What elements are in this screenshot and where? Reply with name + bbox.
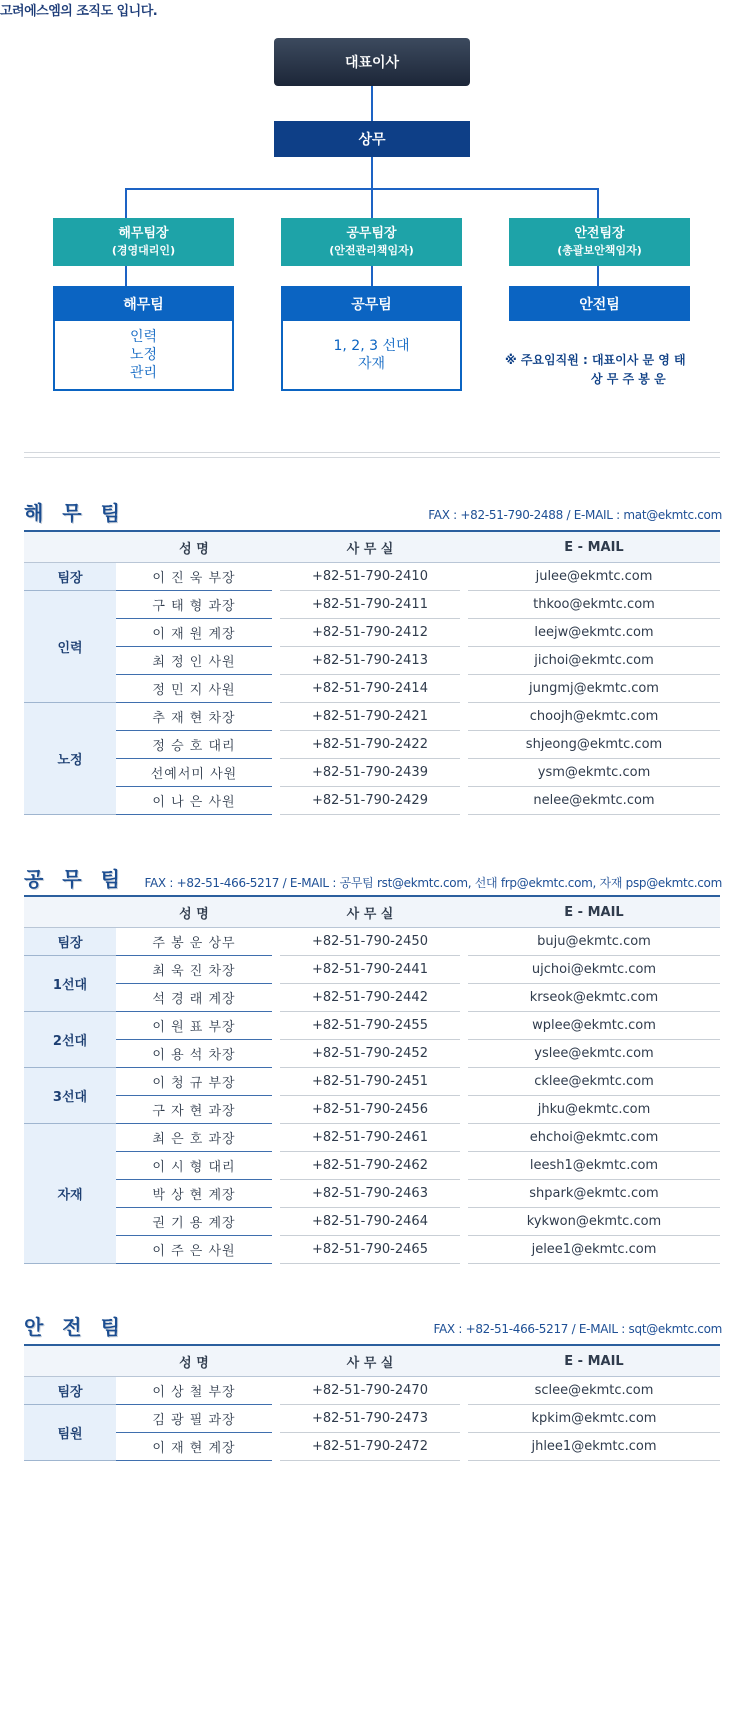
connector-ceo-exec bbox=[371, 86, 373, 121]
cell-gap bbox=[272, 1040, 280, 1068]
table-row bbox=[24, 647, 720, 675]
table-row bbox=[24, 1096, 720, 1124]
header-category-cell bbox=[24, 1345, 116, 1377]
section-title-maritime: 해 무 팀 bbox=[24, 501, 126, 525]
staff-phone: +82-51-790-2456 bbox=[280, 1096, 460, 1124]
staff-email: wplee@ekmtc.com bbox=[468, 1012, 720, 1040]
table-row bbox=[24, 1405, 720, 1433]
table-row bbox=[24, 675, 720, 703]
category-cell: 3선대 bbox=[24, 1068, 116, 1124]
staff-phone: +82-51-790-2421 bbox=[280, 703, 460, 731]
connector-lead-team-1 bbox=[125, 266, 127, 286]
connector-center bbox=[371, 188, 373, 218]
staff-phone: +82-51-790-2464 bbox=[280, 1208, 460, 1236]
connector-lead-team-2 bbox=[371, 266, 373, 286]
staff-name: 이 시 형 대리 bbox=[116, 1152, 272, 1180]
cell-gap bbox=[272, 647, 280, 675]
table-row bbox=[24, 1377, 720, 1405]
team-box-engineering: 공무팀 bbox=[281, 286, 462, 321]
cell-gap bbox=[272, 787, 280, 815]
category-cell: 인력 bbox=[24, 591, 116, 703]
staff-email: ujchoi@ekmtc.com bbox=[468, 956, 720, 984]
table-header-row bbox=[24, 1345, 720, 1377]
category-cell: 노정 bbox=[24, 703, 116, 815]
staff-name: 주 봉 운 상무 bbox=[116, 928, 272, 956]
connector-lead-team-3 bbox=[597, 266, 599, 286]
staff-phone: +82-51-790-2412 bbox=[280, 619, 460, 647]
cell-gap bbox=[460, 984, 468, 1012]
table-row bbox=[24, 1236, 720, 1264]
header-name: 성 명 bbox=[116, 531, 272, 563]
cell-gap bbox=[460, 563, 468, 591]
staff-email: jhlee1@ekmtc.com bbox=[468, 1433, 720, 1461]
cell-gap bbox=[460, 1152, 468, 1180]
staff-name: 추 재 현 차장 bbox=[116, 703, 272, 731]
page-intro: 고려에스엠의 조직도 입니다. bbox=[0, 4, 158, 19]
team-box-safety: 안전팀 bbox=[509, 286, 690, 321]
executive-box: 상무 bbox=[274, 121, 470, 157]
staff-phone: +82-51-790-2411 bbox=[280, 591, 460, 619]
staff-phone: +82-51-790-2441 bbox=[280, 956, 460, 984]
cell-gap bbox=[460, 731, 468, 759]
staff-name: 정 민 지 사원 bbox=[116, 675, 272, 703]
staff-email: jhku@ekmtc.com bbox=[468, 1096, 720, 1124]
staff-email: krseok@ekmtc.com bbox=[468, 984, 720, 1012]
directory-table-engineering bbox=[24, 895, 720, 1264]
cell-gap bbox=[460, 703, 468, 731]
cell-gap bbox=[460, 956, 468, 984]
cell-gap bbox=[272, 1208, 280, 1236]
staff-email: nelee@ekmtc.com bbox=[468, 787, 720, 815]
staff-email: cklee@ekmtc.com bbox=[468, 1068, 720, 1096]
header-gap bbox=[460, 531, 468, 563]
staff-email: leejw@ekmtc.com bbox=[468, 619, 720, 647]
staff-phone: +82-51-790-2470 bbox=[280, 1377, 460, 1405]
cell-gap bbox=[460, 787, 468, 815]
staff-name: 이 재 원 계장 bbox=[116, 619, 272, 647]
cell-gap bbox=[272, 1405, 280, 1433]
cell-gap bbox=[272, 759, 280, 787]
staff-email: thkoo@ekmtc.com bbox=[468, 591, 720, 619]
cell-gap bbox=[460, 928, 468, 956]
header-office: 사 무 실 bbox=[280, 896, 460, 928]
staff-phone: +82-51-790-2414 bbox=[280, 675, 460, 703]
staff-phone: +82-51-790-2442 bbox=[280, 984, 460, 1012]
category-cell: 팀장 bbox=[24, 1377, 116, 1405]
staff-name: 김 광 필 과장 bbox=[116, 1405, 272, 1433]
cell-gap bbox=[272, 1096, 280, 1124]
cell-gap bbox=[460, 619, 468, 647]
table-row bbox=[24, 984, 720, 1012]
table-row bbox=[24, 1152, 720, 1180]
header-office: 사 무 실 bbox=[280, 531, 460, 563]
table-row bbox=[24, 1208, 720, 1236]
key-personnel-note: ※ 주요임직원 : 대표이사 문 영 태 상 무 주 봉 운 bbox=[505, 353, 686, 386]
table-row bbox=[24, 787, 720, 815]
section-contact-engineering: FAX : +82-51-466-5217 / E-MAIL : 공무팀 rst@ekmtc.com, 선대 frp@ekmtc.com, 자재 psp@ekmtc.com bbox=[144, 876, 722, 890]
table-row bbox=[24, 1180, 720, 1208]
cell-gap bbox=[272, 956, 280, 984]
staff-email: ysm@ekmtc.com bbox=[468, 759, 720, 787]
staff-name: 최 정 인 사원 bbox=[116, 647, 272, 675]
cell-gap bbox=[272, 1124, 280, 1152]
staff-name: 이 주 은 사원 bbox=[116, 1236, 272, 1264]
connector-right bbox=[597, 188, 599, 218]
cell-gap bbox=[460, 1208, 468, 1236]
table-row bbox=[24, 703, 720, 731]
staff-name: 구 태 형 과장 bbox=[116, 591, 272, 619]
section-divider bbox=[24, 452, 720, 458]
header-gap bbox=[272, 896, 280, 928]
cell-gap bbox=[460, 1377, 468, 1405]
staff-email: jichoi@ekmtc.com bbox=[468, 647, 720, 675]
staff-name: 이 나 은 사원 bbox=[116, 787, 272, 815]
category-cell: 팀장 bbox=[24, 928, 116, 956]
staff-name: 정 승 호 대리 bbox=[116, 731, 272, 759]
cell-gap bbox=[460, 647, 468, 675]
staff-email: shpark@ekmtc.com bbox=[468, 1180, 720, 1208]
table-header-row bbox=[24, 896, 720, 928]
staff-name: 최 욱 진 차장 bbox=[116, 956, 272, 984]
cell-gap bbox=[460, 1068, 468, 1096]
category-cell: 팀원 bbox=[24, 1405, 116, 1461]
staff-name: 박 상 현 계장 bbox=[116, 1180, 272, 1208]
header-email: E - MAIL bbox=[468, 1345, 720, 1377]
staff-name: 이 원 표 부장 bbox=[116, 1012, 272, 1040]
header-category-cell bbox=[24, 896, 116, 928]
directory-table-maritime bbox=[24, 530, 720, 815]
table-row bbox=[24, 731, 720, 759]
cell-gap bbox=[460, 1433, 468, 1461]
table-row bbox=[24, 928, 720, 956]
table-row bbox=[24, 759, 720, 787]
table-row bbox=[24, 1068, 720, 1096]
header-name: 성 명 bbox=[116, 1345, 272, 1377]
cell-gap bbox=[272, 928, 280, 956]
staff-phone: +82-51-790-2455 bbox=[280, 1012, 460, 1040]
connector-left bbox=[125, 188, 127, 218]
duties-maritime: 인력 노정 관리 bbox=[53, 321, 234, 391]
cell-gap bbox=[460, 1405, 468, 1433]
header-office: 사 무 실 bbox=[280, 1345, 460, 1377]
staff-phone: +82-51-790-2463 bbox=[280, 1180, 460, 1208]
cell-gap bbox=[272, 1377, 280, 1405]
header-category-cell bbox=[24, 531, 116, 563]
category-cell: 팀장 bbox=[24, 563, 116, 591]
header-gap bbox=[272, 531, 280, 563]
staff-phone: +82-51-790-2450 bbox=[280, 928, 460, 956]
header-email: E - MAIL bbox=[468, 531, 720, 563]
staff-email: sclee@ekmtc.com bbox=[468, 1377, 720, 1405]
leader-box-safety: 안전팀장 (총괄보안책임자) bbox=[509, 218, 690, 266]
cell-gap bbox=[272, 1236, 280, 1264]
team-box-maritime: 해무팀 bbox=[53, 286, 234, 321]
header-name: 성 명 bbox=[116, 896, 272, 928]
staff-phone: +82-51-790-2462 bbox=[280, 1152, 460, 1180]
directory-table-safety bbox=[24, 1344, 720, 1461]
table-row bbox=[24, 956, 720, 984]
cell-gap bbox=[272, 1152, 280, 1180]
connector-exec-down bbox=[371, 157, 373, 189]
cell-gap bbox=[272, 984, 280, 1012]
staff-name: 권 기 용 계장 bbox=[116, 1208, 272, 1236]
cell-gap bbox=[272, 1433, 280, 1461]
cell-gap bbox=[460, 591, 468, 619]
category-cell: 1선대 bbox=[24, 956, 116, 1012]
cell-gap bbox=[272, 703, 280, 731]
cell-gap bbox=[272, 675, 280, 703]
staff-email: yslee@ekmtc.com bbox=[468, 1040, 720, 1068]
category-cell: 자재 bbox=[24, 1124, 116, 1264]
cell-gap bbox=[272, 1068, 280, 1096]
staff-name: 이 청 규 부장 bbox=[116, 1068, 272, 1096]
header-gap bbox=[272, 1345, 280, 1377]
staff-name: 이 진 욱 부장 bbox=[116, 563, 272, 591]
section-title-engineering: 공 무 팀 bbox=[24, 867, 126, 891]
table-row bbox=[24, 563, 720, 591]
staff-name: 선예서미 사원 bbox=[116, 759, 272, 787]
staff-phone: +82-51-790-2429 bbox=[280, 787, 460, 815]
staff-phone: +82-51-790-2451 bbox=[280, 1068, 460, 1096]
duties-engineering: 1, 2, 3 선대 자재 bbox=[281, 321, 462, 391]
leader-box-engineering: 공무팀장 (안전관리책임자) bbox=[281, 218, 462, 266]
staff-phone: +82-51-790-2439 bbox=[280, 759, 460, 787]
header-email: E - MAIL bbox=[468, 896, 720, 928]
staff-email: choojh@ekmtc.com bbox=[468, 703, 720, 731]
staff-name: 이 재 현 계장 bbox=[116, 1433, 272, 1461]
cell-gap bbox=[460, 1012, 468, 1040]
ceo-box: 대표이사 bbox=[274, 38, 470, 86]
cell-gap bbox=[272, 1012, 280, 1040]
section-contact-safety: FAX : +82-51-466-5217 / E-MAIL : sqt@ekmtc.com bbox=[433, 1322, 722, 1336]
table-row bbox=[24, 1012, 720, 1040]
staff-name: 구 자 현 과장 bbox=[116, 1096, 272, 1124]
staff-phone: +82-51-790-2413 bbox=[280, 647, 460, 675]
staff-name: 이 용 석 차장 bbox=[116, 1040, 272, 1068]
connector-horizontal bbox=[125, 188, 599, 190]
cell-gap bbox=[460, 1180, 468, 1208]
cell-gap bbox=[460, 759, 468, 787]
cell-gap bbox=[460, 1124, 468, 1152]
cell-gap bbox=[460, 675, 468, 703]
table-header-row bbox=[24, 531, 720, 563]
section-title-safety: 안 전 팀 bbox=[24, 1315, 126, 1339]
staff-name: 이 상 철 부장 bbox=[116, 1377, 272, 1405]
section-contact-maritime: FAX : +82-51-790-2488 / E-MAIL : mat@ekmtc.com bbox=[428, 508, 722, 522]
staff-phone: +82-51-790-2410 bbox=[280, 563, 460, 591]
staff-email: julee@ekmtc.com bbox=[468, 563, 720, 591]
staff-phone: +82-51-790-2461 bbox=[280, 1124, 460, 1152]
staff-email: kykwon@ekmtc.com bbox=[468, 1208, 720, 1236]
cell-gap bbox=[460, 1096, 468, 1124]
staff-name: 석 경 래 계장 bbox=[116, 984, 272, 1012]
header-gap bbox=[460, 1345, 468, 1377]
table-row bbox=[24, 1040, 720, 1068]
staff-email: shjeong@ekmtc.com bbox=[468, 731, 720, 759]
staff-name: 최 은 호 과장 bbox=[116, 1124, 272, 1152]
cell-gap bbox=[272, 563, 280, 591]
table-row bbox=[24, 591, 720, 619]
staff-email: ehchoi@ekmtc.com bbox=[468, 1124, 720, 1152]
category-cell: 2선대 bbox=[24, 1012, 116, 1068]
header-gap bbox=[460, 896, 468, 928]
cell-gap bbox=[272, 619, 280, 647]
staff-phone: +82-51-790-2465 bbox=[280, 1236, 460, 1264]
staff-email: jungmj@ekmtc.com bbox=[468, 675, 720, 703]
staff-phone: +82-51-790-2452 bbox=[280, 1040, 460, 1068]
staff-email: kpkim@ekmtc.com bbox=[468, 1405, 720, 1433]
staff-phone: +82-51-790-2473 bbox=[280, 1405, 460, 1433]
leader-box-maritime: 해무팀장 (경영대리인) bbox=[53, 218, 234, 266]
staff-email: jelee1@ekmtc.com bbox=[468, 1236, 720, 1264]
table-row bbox=[24, 1124, 720, 1152]
cell-gap bbox=[272, 1180, 280, 1208]
staff-email: buju@ekmtc.com bbox=[468, 928, 720, 956]
table-row bbox=[24, 1433, 720, 1461]
cell-gap bbox=[272, 731, 280, 759]
cell-gap bbox=[460, 1236, 468, 1264]
cell-gap bbox=[460, 1040, 468, 1068]
cell-gap bbox=[272, 591, 280, 619]
staff-phone: +82-51-790-2422 bbox=[280, 731, 460, 759]
staff-phone: +82-51-790-2472 bbox=[280, 1433, 460, 1461]
staff-email: leesh1@ekmtc.com bbox=[468, 1152, 720, 1180]
table-row bbox=[24, 619, 720, 647]
